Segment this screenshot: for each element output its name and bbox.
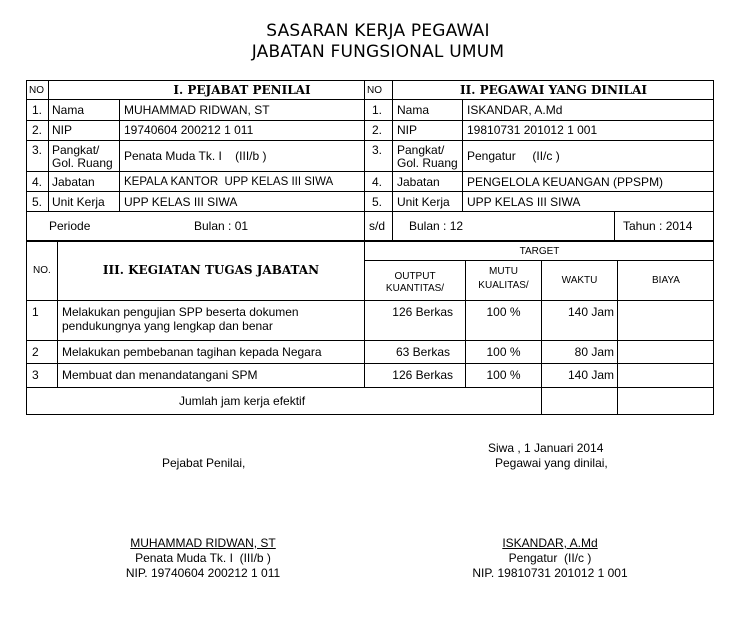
right-signer-name: ISKANDAR, A.Md xyxy=(502,536,598,550)
pejabat-pangkat-no: 3. xyxy=(32,143,43,157)
pegawai-pangkat-label-2: Gol. Ruang xyxy=(397,156,458,170)
pejabat-pangkat-label-2: Gol. Ruang xyxy=(52,156,113,170)
col-mutu-2: KUALITAS/ xyxy=(478,280,529,291)
left-signer-name: MUHAMMAD RIDWAN, ST xyxy=(130,536,276,550)
pejabat-pangkat-label-1: Pangkat/ xyxy=(52,143,100,157)
pegawai-nama-value: ISKANDAR, A.Md xyxy=(467,103,563,117)
pejabat-nama-value: MUHAMMAD RIDWAN, ST xyxy=(124,103,270,117)
task-3-output: 126 Berkas xyxy=(392,368,453,382)
pejabat-pangkat-value: Penata Muda Tk. I (III/b ) xyxy=(124,149,267,163)
task-1-no: 1 xyxy=(32,305,39,319)
right-signer-role: Pegawai yang dinilai, xyxy=(495,456,608,470)
pejabat-nama-no: 1. xyxy=(32,103,43,117)
pegawai-nip-value: 19810731 201012 1 001 xyxy=(467,123,598,137)
task-1-waktu: 140 Jam xyxy=(567,305,614,319)
kegiatan-no-header: NO. xyxy=(33,265,51,276)
pegawai-nama-label: Nama xyxy=(397,103,430,117)
pegawai-jabatan-label: Jabatan xyxy=(397,175,440,189)
task-2-desc: Melakukan pembebanan tagihan kepada Negara xyxy=(62,345,322,359)
section-pejabat-penilai: I. PEJABAT PENILAI xyxy=(173,83,311,97)
pegawai-pangkat-value: Pengatur (II/c ) xyxy=(467,149,560,163)
col-mutu-1: MUTU xyxy=(489,266,518,277)
pegawai-jabatan-no: 4. xyxy=(372,175,383,189)
col-output-1: OUTPUT xyxy=(394,271,436,282)
pegawai-nama-no: 1. xyxy=(372,103,383,117)
pegawai-unit-label: Unit Kerja xyxy=(397,195,450,209)
left-signer-rank: Penata Muda Tk. I (III/b ) xyxy=(135,551,271,565)
task-1-mutu: 100 % xyxy=(486,305,521,319)
pegawai-unit-value: UPP KELAS III SIWA xyxy=(467,195,581,209)
left-signer-role: Pejabat Penilai, xyxy=(162,456,246,470)
task-2-waktu: 80 Jam xyxy=(574,345,614,359)
col-waktu: WAKTU xyxy=(561,275,598,286)
task-1-desc: Melakukan pengujian SPP beserta dokumen pendukungnya yang lengkap dan benar xyxy=(62,305,299,333)
pegawai-pangkat-label-1: Pangkat/ xyxy=(397,143,445,157)
pegawai-nip-no: 2. xyxy=(372,123,383,137)
periode-sd: s/d xyxy=(369,219,386,233)
task-2-no: 2 xyxy=(32,345,39,359)
task-3-no: 3 xyxy=(32,368,39,382)
pegawai-pangkat-no: 3. xyxy=(372,143,383,157)
no-header-right: NO xyxy=(367,85,382,96)
no-header-left: NO xyxy=(29,85,44,96)
pegawai-unit-no: 5. xyxy=(372,195,383,209)
pejabat-jabatan-value: KEPALA KANTOR UPP KELAS III SIWA xyxy=(124,176,334,188)
task-3-mutu: 100 % xyxy=(486,368,521,382)
pejabat-jabatan-label: Jabatan xyxy=(52,175,95,189)
pejabat-unit-label: Unit Kerja xyxy=(52,195,105,209)
right-signer-rank: Pengatur (II/c ) xyxy=(508,551,592,565)
pejabat-nip-value: 19740604 200212 1 011 xyxy=(124,123,254,137)
pegawai-jabatan-value: PENGELOLA KEUANGAN (PPSPM) xyxy=(467,175,664,189)
pejabat-nama-label: Nama xyxy=(52,103,85,117)
col-output-2: KUANTITAS/ xyxy=(385,283,445,294)
pejabat-unit-no: 5. xyxy=(32,195,43,209)
pejabat-unit-value: UPP KELAS III SIWA xyxy=(124,195,238,209)
target-header: TARGET xyxy=(519,246,560,257)
place-date: Siwa , 1 Januari 2014 xyxy=(488,441,604,455)
pegawai-nip-label: NIP xyxy=(397,123,418,137)
task-3-waktu: 140 Jam xyxy=(567,368,614,382)
col-biaya: BIAYA xyxy=(652,275,680,286)
document-subtitle: JABATAN FUNGSIONAL UMUM xyxy=(251,42,505,62)
task-2-mutu: 100 % xyxy=(486,345,521,359)
right-signer-nip: NIP. 19810731 201012 1 001 xyxy=(472,566,628,580)
periode-label: Periode xyxy=(49,219,91,233)
periode-start: Bulan : 01 xyxy=(194,219,249,233)
pejabat-nip-no: 2. xyxy=(32,123,43,137)
task-1-output: 126 Berkas xyxy=(392,305,453,319)
task-3-desc: Membuat dan menandatangani SPM xyxy=(62,368,258,382)
kegiatan-title: III. KEGIATAN TUGAS JABATAN xyxy=(102,263,320,277)
pejabat-jabatan-no: 4. xyxy=(32,175,43,189)
task-2-output: 63 Berkas xyxy=(395,345,450,359)
periode-year: Tahun : 2014 xyxy=(623,219,693,233)
pejabat-nip-label: NIP xyxy=(52,123,73,137)
left-signer-nip: NIP. 19740604 200212 1 011 xyxy=(125,566,281,580)
periode-end: Bulan : 12 xyxy=(409,219,464,233)
section-pegawai-dinilai: II. PEGAWAI YANG DINILAI xyxy=(460,83,647,97)
document-title: SASARAN KERJA PEGAWAI xyxy=(266,21,490,41)
total-jam-label: Jumlah jam kerja efektif xyxy=(179,394,306,408)
